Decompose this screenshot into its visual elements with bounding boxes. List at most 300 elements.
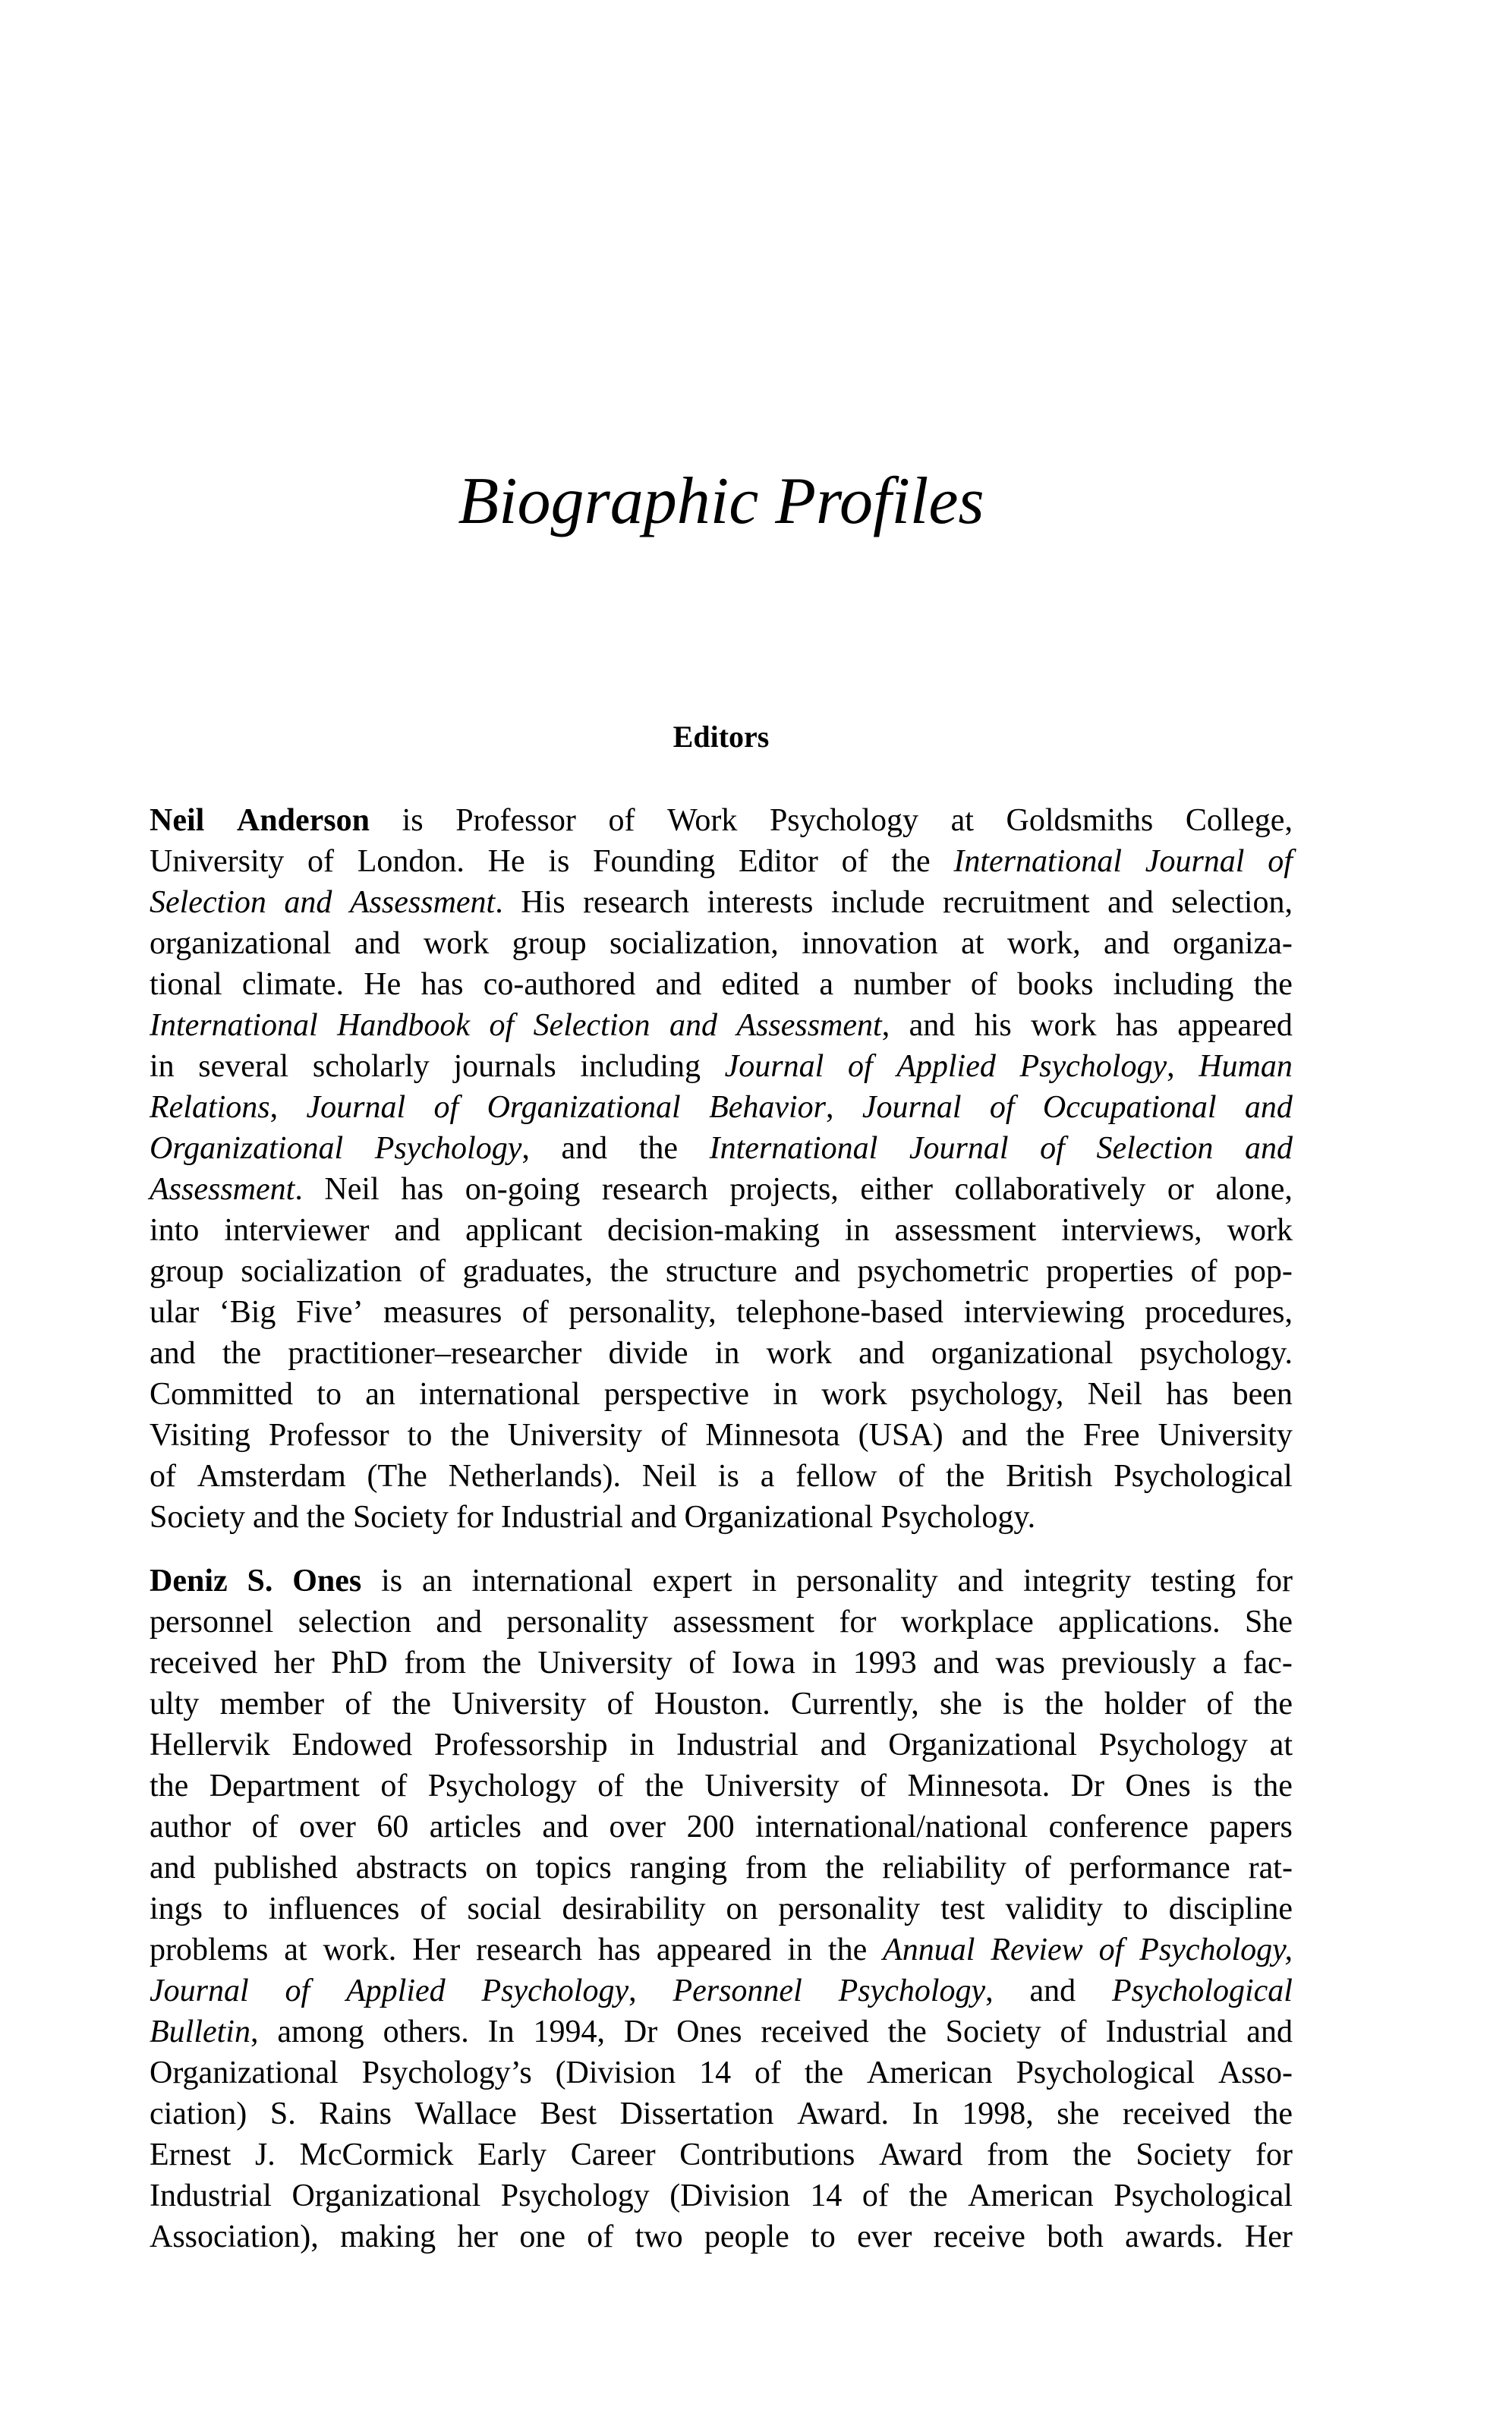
text-segment: Organizational: [291, 2178, 481, 2213]
text-segment: Journal: [150, 1974, 249, 2008]
text-segment: and: [150, 1851, 196, 1885]
text-segment: Wallace: [414, 2096, 517, 2131]
text-segment: published: [213, 1851, 338, 1885]
text-segment: Journal: [862, 1090, 962, 1125]
text-segment: ever: [857, 2219, 912, 2254]
text-segment: recruitment: [943, 885, 1090, 920]
text-segment: Her: [1244, 2219, 1293, 2254]
text-segment: ‘Big: [219, 1295, 276, 1330]
text-segment: psychometric: [857, 1254, 1029, 1289]
text-segment: work: [766, 1336, 832, 1371]
text-segment: and: [150, 1336, 196, 1371]
text-segment: Dissertation: [619, 2096, 774, 2131]
text-segment: books: [1017, 967, 1094, 1002]
text-segment: she: [939, 1687, 982, 1722]
text-segment: University: [452, 1687, 587, 1722]
text-segment: His: [521, 885, 565, 920]
text-segment: 60: [376, 1810, 409, 1844]
text-segment: Five’: [295, 1295, 364, 1330]
text-segment: the: [1253, 1769, 1293, 1803]
text-segment: problems: [150, 1933, 269, 1967]
text-segment: College,: [1185, 803, 1293, 838]
text-segment: of: [754, 2055, 781, 2090]
text-segment: personality: [795, 1564, 938, 1599]
text-segment: perspective: [603, 1377, 750, 1412]
text-segment: He: [364, 967, 402, 1002]
text-segment: appeared: [1177, 1008, 1293, 1043]
text-segment: of: [251, 1810, 279, 1844]
text-segment: international/national: [755, 1810, 1028, 1844]
text-segment: to: [223, 1892, 248, 1926]
text-segment: personality: [778, 1892, 921, 1926]
text-line: [150, 1415, 1293, 1456]
text-segment: Annual: [883, 1933, 975, 1967]
text-segment: of: [841, 844, 868, 879]
text-segment: Relations,: [150, 1090, 279, 1125]
text-segment: interviewer: [224, 1213, 370, 1248]
text-line: [150, 1725, 1293, 1766]
text-line: [150, 1970, 1293, 2011]
text-segment: Organizational: [487, 1090, 681, 1125]
text-segment: practitioner–researcher: [288, 1336, 582, 1371]
text-segment: 1993: [852, 1646, 917, 1681]
text-segment: Psychology: [769, 803, 918, 838]
bio-paragraph: [150, 800, 1293, 1538]
text-segment: Personnel: [673, 1974, 802, 2008]
text-segment: received: [150, 1646, 258, 1681]
text-segment: in: [751, 1564, 777, 1599]
text-segment: either: [860, 1172, 933, 1207]
text-segment: and: [961, 1418, 1008, 1453]
text-segment: of: [608, 803, 635, 838]
text-line: [150, 1456, 1293, 1497]
text-segment: in: [811, 1646, 837, 1681]
text-segment: In: [487, 2014, 515, 2049]
text-segment: graduates,: [462, 1254, 593, 1289]
text-segment: Organizational: [888, 1728, 1077, 1762]
text-segment: and: [820, 1728, 867, 1762]
text-segment: over: [299, 1810, 356, 1844]
text-segment: Committed: [150, 1377, 293, 1412]
text-segment: Dr: [623, 2014, 658, 2049]
text-line: [150, 1561, 1293, 1602]
text-segment: abstracts: [355, 1851, 468, 1885]
text-segment: edited: [721, 967, 800, 1002]
text-line: [150, 1087, 1293, 1128]
text-segment: Currently,: [790, 1687, 919, 1722]
text-segment: validity: [1005, 1892, 1103, 1926]
text-segment: testing: [1151, 1564, 1236, 1599]
text-segment: international: [419, 1377, 581, 1412]
text-segment: Industrial: [1105, 2014, 1228, 2049]
text-segment: and: [252, 1500, 299, 1535]
text-line: [150, 2011, 1293, 2052]
text-segment: (Division: [555, 2055, 676, 2090]
text-segment: Work: [667, 803, 738, 838]
text-segment: organiza-: [1173, 926, 1293, 961]
text-segment: University: [537, 1646, 673, 1681]
text-segment: and: [561, 1131, 608, 1166]
text-segment: is: [402, 803, 424, 838]
text-segment: Psychology,: [481, 1974, 637, 2008]
text-segment: International: [709, 1131, 878, 1166]
text-segment: member: [219, 1687, 325, 1722]
text-segment: Ones: [292, 1564, 362, 1599]
text-segment: and: [1029, 1974, 1076, 2008]
text-segment: Iowa: [731, 1646, 795, 1681]
text-line: [150, 800, 1293, 841]
text-segment: selection: [298, 1605, 411, 1640]
text-segment: of: [419, 1254, 446, 1289]
text-line: [150, 1643, 1293, 1684]
text-segment: 1998,: [962, 2096, 1034, 2131]
text-segment: of: [847, 1049, 873, 1084]
text-segment: fac-: [1243, 1646, 1293, 1681]
text-segment: group: [150, 1254, 224, 1289]
text-segment: climate.: [241, 967, 345, 1002]
text-segment: of: [307, 844, 335, 879]
text-segment: is: [548, 844, 570, 879]
text-segment: Journal: [724, 1049, 824, 1084]
text-segment: Editor: [738, 844, 818, 879]
text-segment: for: [839, 1605, 877, 1640]
text-segment: at: [950, 803, 974, 838]
text-segment: Psychology,: [1019, 1049, 1175, 1084]
text-segment: of: [380, 1769, 408, 1803]
text-segment: and: [1107, 885, 1154, 920]
text-segment: both: [1047, 2219, 1104, 2254]
text-segment: and: [354, 926, 401, 961]
text-segment: the: [450, 1418, 490, 1453]
text-segment: she: [1057, 2096, 1100, 2131]
text-segment: University: [1158, 1418, 1293, 1453]
text-segment: Founding: [593, 844, 716, 879]
text-line: [150, 1210, 1293, 1251]
text-segment: into: [150, 1213, 200, 1248]
text-segment: properties: [1046, 1254, 1174, 1289]
text-segment: the: [1025, 1418, 1065, 1453]
text-segment: Psychological: [1114, 1459, 1293, 1494]
text-segment: in: [150, 1049, 175, 1084]
text-segment: influences: [268, 1892, 400, 1926]
text-segment: awards.: [1125, 2219, 1224, 2254]
text-segment: from: [745, 1851, 808, 1885]
text-line: [150, 1848, 1293, 1888]
text-segment: the: [482, 1646, 521, 1681]
text-segment: Ernest: [150, 2137, 232, 2172]
text-segment: desirability: [562, 1892, 706, 1926]
text-segment: Psychological: [1112, 1974, 1293, 2008]
text-segment: ranging: [629, 1851, 727, 1885]
text-segment: structure: [666, 1254, 777, 1289]
text-segment: Best: [540, 2096, 597, 2131]
text-segment: conference: [1048, 1810, 1189, 1844]
text-segment: workplace: [900, 1605, 1034, 1640]
text-segment: Career: [570, 2137, 656, 2172]
text-line: [150, 1602, 1293, 1643]
text-segment: applications.: [1058, 1605, 1221, 1640]
text-segment: to: [407, 1418, 433, 1453]
text-segment: Selection: [150, 885, 266, 920]
text-segment: Neil: [150, 803, 205, 838]
text-segment: reliability: [882, 1851, 1006, 1885]
text-segment: (USA): [858, 1418, 943, 1453]
text-segment: selection,: [1171, 885, 1293, 920]
text-segment: of: [1060, 2014, 1087, 2049]
text-segment: Houston.: [654, 1687, 770, 1722]
text-segment: Selection: [533, 1008, 650, 1043]
text-segment: He: [487, 844, 525, 879]
text-segment: Occupational: [1042, 1090, 1217, 1125]
text-segment: Psychology: [500, 2178, 650, 2213]
text-segment: and: [858, 1336, 905, 1371]
text-segment: an: [421, 1564, 452, 1599]
text-segment: Award: [878, 2137, 963, 2172]
text-segment: alone,: [1215, 1172, 1293, 1207]
text-line: [150, 923, 1293, 964]
text-segment: work: [423, 926, 490, 961]
text-line: [150, 1046, 1293, 1087]
text-segment: been: [1232, 1377, 1293, 1412]
text-segment: the: [306, 1500, 345, 1535]
text-segment: of: [150, 1459, 176, 1494]
text-segment: Journal: [1145, 844, 1245, 879]
text-segment: of: [1206, 1687, 1233, 1722]
text-segment: of: [660, 1418, 688, 1453]
text-segment: appeared: [656, 1933, 772, 1967]
text-segment: Psychological: [1016, 2055, 1195, 2090]
text-segment: integrity: [1022, 1564, 1132, 1599]
text-segment: organizational: [150, 926, 332, 961]
text-segment: ciation): [150, 2096, 247, 2131]
text-segment: of: [345, 1687, 372, 1722]
text-segment: rat-: [1248, 1851, 1293, 1885]
text-segment: University: [150, 844, 285, 879]
text-segment: interviewing: [963, 1295, 1125, 1330]
text-segment: Minnesota.: [907, 1769, 1051, 1803]
text-segment: people: [704, 2219, 789, 2254]
text-segment: and: [542, 1810, 589, 1844]
text-segment: 1994,: [533, 2014, 606, 2049]
text-line: [150, 2134, 1293, 2175]
text-segment: S.: [247, 1564, 273, 1599]
text-segment: the: [891, 844, 931, 879]
text-segment: 14: [810, 2178, 843, 2213]
text-line: [150, 841, 1293, 882]
text-segment: Industrial: [676, 1728, 799, 1762]
text-segment: psychology.: [1139, 1336, 1293, 1371]
text-segment: has: [1166, 1377, 1209, 1412]
text-segment: tional: [150, 967, 222, 1002]
text-segment: of: [860, 1769, 887, 1803]
text-segment: of: [433, 1090, 459, 1125]
text-segment: include: [830, 885, 925, 920]
text-segment: in: [629, 1728, 655, 1762]
text-segment: collaboratively: [954, 1172, 1146, 1207]
text-segment: psychology,: [910, 1377, 1064, 1412]
text-segment: on: [485, 1851, 518, 1885]
text-segment: the: [887, 2014, 927, 2049]
text-segment: and: [630, 1500, 677, 1535]
text-segment: from: [404, 1646, 466, 1681]
text-segment: projects,: [729, 1172, 839, 1207]
text-segment: for: [1255, 2137, 1293, 2172]
text-segment: PhD: [331, 1646, 388, 1681]
text-segment: British: [1006, 1459, 1093, 1494]
text-segment: to: [811, 2219, 836, 2254]
text-line: [150, 1128, 1293, 1169]
text-segment: Neil: [1087, 1377, 1142, 1412]
text-segment: is: [717, 1459, 739, 1494]
text-segment: or: [1167, 1172, 1194, 1207]
text-line: [150, 882, 1293, 923]
text-segment: Psychology,: [374, 1131, 530, 1166]
text-segment: Rains: [319, 2096, 392, 2131]
text-line: [150, 2175, 1293, 2216]
text-segment: measures: [383, 1295, 502, 1330]
text-segment: Psychological: [1114, 2178, 1293, 2213]
text-segment: articles: [429, 1810, 521, 1844]
text-segment: the: [150, 1769, 189, 1803]
text-segment: ulty: [150, 1687, 200, 1722]
text-segment: in: [787, 1933, 812, 1967]
text-segment: on: [726, 1892, 758, 1926]
text-segment: research: [476, 1933, 582, 1967]
text-segment: Dr: [1070, 1769, 1104, 1803]
text-segment: of: [521, 1295, 549, 1330]
text-segment: including: [580, 1049, 701, 1084]
text-segment: Award.: [797, 2096, 890, 2131]
text-segment: Ones: [676, 2014, 742, 2049]
text-segment: Endowed: [291, 1728, 413, 1762]
text-segment: Organizational: [150, 2055, 339, 2090]
text-segment: Deniz: [150, 1564, 228, 1599]
text-segment: Behavior,: [709, 1090, 834, 1125]
text-segment: and: [436, 1605, 483, 1640]
text-segment: has: [1115, 1008, 1158, 1043]
text-segment: and: [394, 1213, 441, 1248]
text-segment: of: [1024, 1851, 1051, 1885]
text-segment: the: [1253, 967, 1293, 1002]
text-segment: London.: [357, 844, 465, 879]
text-line: [150, 2216, 1293, 2257]
text-segment: research: [583, 885, 689, 920]
text-segment: of: [606, 1687, 634, 1722]
text-segment: is: [1211, 1769, 1233, 1803]
text-segment: making: [340, 2219, 436, 2254]
text-segment: J.: [254, 2137, 276, 2172]
text-segment: is: [1003, 1687, 1025, 1722]
text-segment: at: [1269, 1728, 1293, 1762]
text-segment: received: [1122, 2096, 1231, 2131]
text-segment: and: [669, 1008, 717, 1043]
text-segment: discipline: [1168, 1892, 1293, 1926]
text-line: [150, 1766, 1293, 1807]
text-segment: Journal: [909, 1131, 1009, 1166]
text-segment: Selection: [1096, 1131, 1214, 1166]
text-segment: Neil: [641, 1459, 698, 1494]
text-segment: is: [381, 1564, 403, 1599]
text-segment: the: [909, 2178, 948, 2213]
text-segment: Amsterdam: [197, 1459, 346, 1494]
text-segment: International: [150, 1008, 318, 1043]
text-segment: Industrial: [500, 1500, 623, 1535]
text-segment: the: [610, 1254, 649, 1289]
text-segment: work: [821, 1377, 887, 1412]
text-segment: and: [909, 1008, 956, 1043]
text-segment: at: [284, 1933, 307, 1967]
text-segment: work: [1227, 1213, 1293, 1248]
text-line: [150, 1292, 1293, 1333]
text-segment: the: [1253, 2096, 1293, 2131]
text-segment: Professor: [268, 1418, 389, 1453]
text-segment: for: [1255, 1564, 1293, 1599]
text-segment: the: [804, 2055, 844, 2090]
text-segment: University: [704, 1769, 839, 1803]
text-segment: at: [961, 926, 984, 961]
text-segment: of: [420, 1892, 447, 1926]
text-segment: personnel: [150, 1605, 274, 1640]
text-segment: Professor: [455, 803, 576, 838]
text-segment: to: [1123, 1892, 1148, 1926]
text-segment: socialization: [241, 1254, 402, 1289]
text-segment: holder: [1104, 1687, 1186, 1722]
text-segment: others.: [383, 2014, 469, 2049]
text-line: [150, 1888, 1293, 1929]
text-segment: a: [1212, 1646, 1227, 1681]
text-segment: Asso-: [1217, 2055, 1293, 2090]
text-line: [150, 1169, 1293, 1210]
text-segment: Assessment.: [349, 885, 503, 920]
text-segment: and: [794, 1254, 841, 1289]
text-segment: Review: [991, 1933, 1083, 1967]
text-segment: In: [912, 2096, 939, 2131]
text-segment: papers: [1209, 1810, 1293, 1844]
text-segment: co-authored: [483, 967, 636, 1002]
text-segment: the: [392, 1687, 431, 1722]
text-line: [150, 1684, 1293, 1725]
text-line: [150, 1251, 1293, 1292]
text-segment: Assessment.: [150, 1172, 303, 1207]
text-segment: Assessment,: [736, 1008, 890, 1043]
text-segment: the: [945, 1459, 985, 1494]
text-segment: Psychology.: [880, 1500, 1036, 1535]
text-segment: (Division: [669, 2178, 790, 2213]
text-segment: American: [866, 2055, 993, 2090]
text-segment: personality: [506, 1605, 649, 1640]
text-segment: Psychology: [427, 1769, 577, 1803]
text-segment: American: [968, 2178, 1094, 2213]
text-segment: Psychology,: [1139, 1933, 1293, 1967]
text-segment: and: [1245, 1131, 1293, 1166]
text-segment: 200: [686, 1810, 735, 1844]
text-segment: pop-: [1233, 1254, 1293, 1289]
text-segment: Applied: [346, 1974, 446, 2008]
text-segment: one: [519, 2219, 565, 2254]
text-segment: and: [957, 1564, 1004, 1599]
text-line: [150, 1497, 1293, 1538]
text-segment: of: [862, 2178, 889, 2213]
text-segment: her: [273, 1646, 315, 1681]
text-segment: Human: [1199, 1049, 1293, 1084]
text-segment: of: [285, 1974, 310, 2008]
text-segment: Applied: [896, 1049, 996, 1084]
text-segment: expert: [652, 1564, 732, 1599]
text-segment: innovation: [802, 926, 938, 961]
text-segment: has: [421, 967, 464, 1002]
text-segment: on-going: [465, 1172, 581, 1207]
text-segment: receive: [933, 2219, 1025, 2254]
